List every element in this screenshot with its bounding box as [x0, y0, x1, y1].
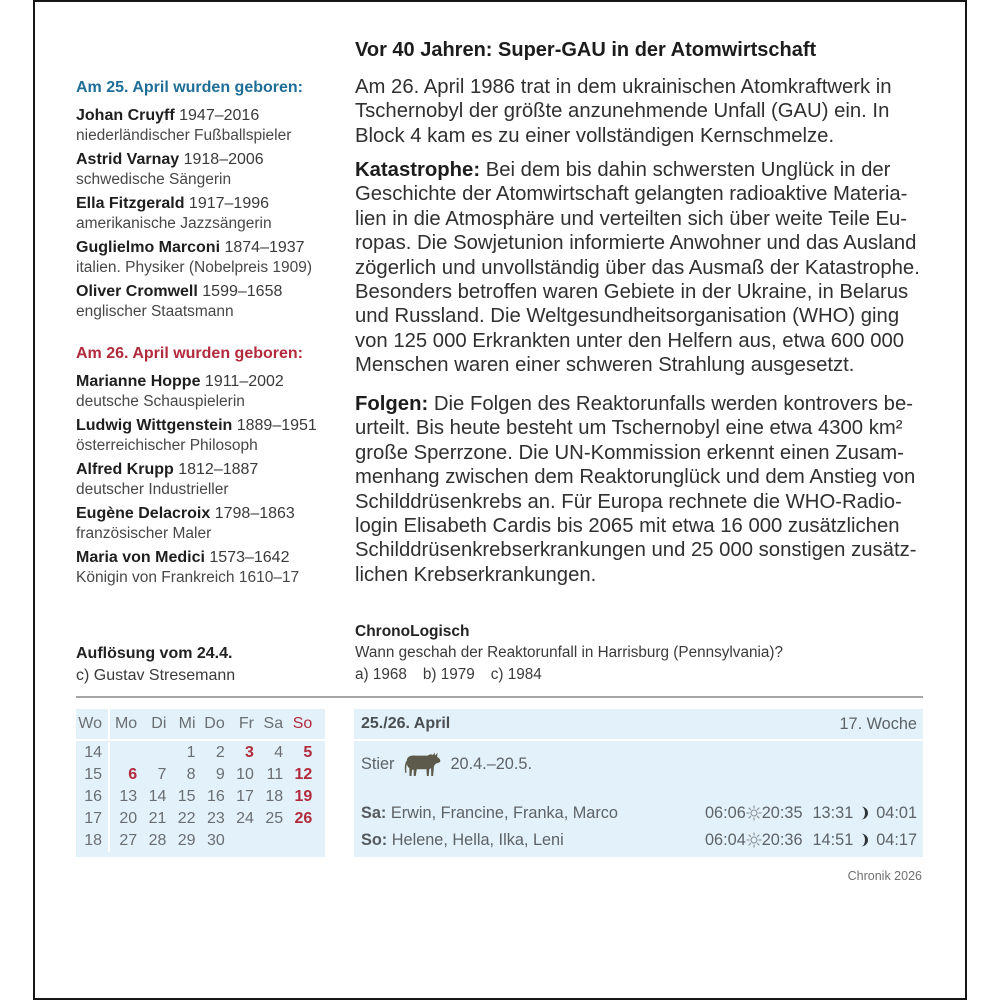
- calendar-day: [110, 742, 139, 764]
- quiz-title: ChronoLogisch: [355, 623, 470, 640]
- zodiac-sign: Stier: [361, 754, 395, 773]
- person-desc: niederländischer Fußballspieler: [76, 126, 292, 144]
- person-entry: [76, 106, 312, 145]
- person-desc: deutsche Schauspielerin: [76, 392, 245, 410]
- text-line: Tschernobyl der größte anzunehmende Unfall (GAU) ein. In: [355, 100, 890, 123]
- section-divider: [76, 696, 923, 698]
- footer-publication: Chronik 2026: [847, 869, 922, 883]
- calendar-week-row: [76, 742, 325, 764]
- births-heading: Am 26. April wurden geboren:: [76, 345, 303, 362]
- person-entry: [76, 548, 317, 587]
- calendar-day: 21: [148, 810, 167, 827]
- week-number: 16: [76, 786, 110, 808]
- previous-solution: [76, 643, 235, 687]
- person-entry: [76, 372, 317, 411]
- moon-icon: [859, 832, 869, 848]
- text-line: große Sperrzone. Die UN-Kommission erkennt einen Zusam-: [355, 441, 904, 464]
- calendar-day: 29: [177, 832, 196, 849]
- sunset-time: 20:35: [761, 804, 803, 822]
- person-desc: schwedische Sängerin: [76, 170, 232, 188]
- zodiac-row: [361, 752, 532, 776]
- calendar-day: 18: [265, 788, 284, 805]
- person-desc: österreichischer Philosoph: [76, 436, 258, 454]
- week-number: 14: [76, 742, 110, 764]
- calendar-week-row: [76, 786, 325, 808]
- sunrise-time: 06:06: [705, 804, 746, 822]
- section-label: Folgen:: [355, 393, 429, 415]
- calendar-day: 25: [265, 810, 284, 827]
- calendar-header-week: Wo: [76, 709, 110, 739]
- calendar-header-day: Sa: [263, 715, 284, 732]
- person-desc: italien. Physiker (Nobelpreis 1909): [76, 258, 313, 276]
- sun-icon: [746, 832, 762, 848]
- calendar-day: 23: [206, 810, 225, 827]
- calendar-day: 16: [206, 788, 225, 805]
- person-years: 1911–2002: [204, 373, 284, 390]
- person-name: Alfred Krupp: [76, 461, 174, 478]
- calendar-day: 12: [294, 766, 313, 783]
- calendar-day: 7: [157, 766, 167, 783]
- calendar-day: 6: [128, 766, 138, 783]
- calendar-header-day: Mi: [178, 715, 196, 732]
- calendar-day: 11: [266, 766, 284, 783]
- calendar-day: 20: [119, 810, 138, 827]
- calendar-day: 24: [236, 810, 254, 827]
- week-number: 17: [76, 808, 110, 830]
- calendar-header-day: So: [292, 715, 313, 732]
- text-line: urteilt. Bis heute besteht um Tschernobyl eine etwa 4300 km²: [355, 417, 903, 440]
- person-name: Johan Cruyff: [76, 107, 175, 124]
- day-label: Sa:: [361, 804, 387, 822]
- calendar-header-day: Do: [204, 715, 225, 732]
- calendar-header-row: [76, 709, 325, 741]
- births-heading: Am 25. April wurden geboren:: [76, 79, 303, 96]
- person-years: 1889–1951: [236, 417, 317, 434]
- quiz-options: [355, 664, 783, 686]
- solution-title: Auflösung vom 24.4.: [76, 645, 233, 662]
- calendar-day: 28: [148, 832, 167, 849]
- calendar-day: 9: [215, 766, 225, 783]
- article-intro: [355, 75, 892, 148]
- person-years: 1812–1887: [178, 461, 259, 478]
- person-name: Guglielmo Marconi: [76, 239, 221, 256]
- calendar-week-row: [76, 764, 325, 786]
- solution-answer: c) Gustav Stresemann: [76, 667, 236, 684]
- births-april-26: [76, 344, 317, 592]
- name-days: Helene, Hella, Ilka, Leni: [391, 831, 564, 849]
- text-line: Geschichte der Atomwirtschaft gelangten radioaktive Materia-: [355, 183, 908, 206]
- calendar-day: 5: [303, 744, 313, 761]
- moonrise-time: 14:51: [812, 831, 854, 849]
- person-name: Ludwig Wittgenstein: [76, 417, 233, 434]
- day-label: So:: [361, 831, 388, 849]
- calendar-week-row: [76, 830, 325, 852]
- text-line: Block 4 kam es zu einer vollständigen Kernschmelze.: [355, 124, 835, 147]
- calendar-day: 2: [215, 744, 225, 761]
- sun-moon-times: [705, 802, 917, 824]
- calendar-day: 8: [186, 766, 196, 783]
- quiz-option-c: c) 1984: [490, 666, 542, 683]
- calendar-day: 10: [236, 766, 254, 783]
- person-entry: [76, 238, 312, 277]
- moon-icon: [859, 805, 869, 821]
- day-info-panel: [354, 709, 923, 857]
- calendar-day: 30: [206, 832, 225, 849]
- calendar-day: [285, 830, 314, 852]
- day-panel-header: [354, 709, 923, 741]
- calendar-day: 3: [245, 744, 254, 761]
- calendar-day: 27: [119, 832, 138, 849]
- quiz-chronologisch: [355, 622, 783, 686]
- person-entry: [76, 150, 312, 189]
- sun-icon: [746, 805, 762, 821]
- sunrise-time: 06:04: [705, 831, 746, 849]
- text-line: login Elisabeth Cardis bis 2065 mit etwa 16 000 zusätzlichen: [355, 515, 900, 538]
- calendar-day: 4: [274, 744, 284, 761]
- article-section-folgen: [355, 392, 916, 587]
- person-desc: Königin von Frankreich 1610–17: [76, 568, 300, 586]
- text-line: Schilddrüsenkrebs an. Für Europa rechnete die WHO-Radio-: [355, 490, 902, 513]
- text-line: menhang zwischen dem Reaktorunglück und dem Anstieg von: [355, 466, 916, 489]
- name-days: Erwin, Francine, Franka, Marco: [390, 804, 618, 822]
- calendar-week-row: [76, 808, 325, 830]
- person-years: 1874–1937: [224, 239, 305, 256]
- person-years: 1573–1642: [209, 549, 290, 566]
- taurus-bull-icon: [401, 752, 444, 777]
- calendar-day: 17: [236, 788, 254, 805]
- article-section-katastrophe: [355, 158, 920, 378]
- calendar-day: [227, 830, 256, 852]
- moonrise-time: 13:31: [812, 804, 854, 822]
- calendar-body: [76, 741, 325, 852]
- text-line: lien in die Atmosphäre und verteilten sich über weite Teile Eu-: [355, 207, 908, 230]
- day-panel-date: 25./26. April: [361, 715, 451, 732]
- text-line: Besonders betroffen waren Gebiete in der Ukraine, in Belarus: [355, 281, 909, 304]
- month-calendar: [76, 709, 325, 857]
- calendar-day: 13: [119, 788, 138, 805]
- calendar-header-day: Mo: [114, 715, 138, 732]
- person-desc: deutscher Industrieller: [76, 480, 229, 498]
- person-entry: [76, 282, 312, 321]
- week-number: 18: [76, 830, 110, 852]
- moonset-time: 04:01: [876, 804, 917, 822]
- sunset-time: 20:36: [761, 831, 803, 849]
- day-row-saturday: [361, 802, 917, 824]
- person-entry: [76, 416, 317, 455]
- person-name: Marianne Hoppe: [76, 373, 201, 390]
- person-entry: [76, 460, 317, 499]
- calendar-day: 14: [148, 788, 167, 805]
- text-line: Schilddrüsenkrebserkrankungen und 25 000 sonstigen zusätz-: [355, 539, 917, 562]
- calendar-day: [139, 742, 168, 764]
- moonset-time: 04:17: [876, 831, 917, 849]
- sun-moon-times: [705, 829, 917, 851]
- person-name: Oliver Cromwell: [76, 283, 198, 300]
- calendar-day: 19: [294, 788, 313, 805]
- person-years: 1917–1996: [188, 195, 270, 212]
- calendar-day: [256, 830, 285, 852]
- calendar-header-day: Fr: [238, 715, 254, 732]
- person-name: Ella Fitzgerald: [76, 195, 185, 212]
- calendar-day: 15: [177, 788, 196, 805]
- text-line: lichen Krebserkrankungen.: [355, 563, 597, 586]
- article-title: Vor 40 Jahren: Super-GAU in der Atomwirtschaft: [355, 39, 817, 61]
- week-number: 15: [76, 764, 110, 786]
- text-line: Am 26. April 1986 trat in dem ukrainischen Atomkraftwerk in: [355, 76, 892, 98]
- person-years: 1599–1658: [202, 283, 283, 300]
- person-entry: [76, 194, 312, 233]
- person-years: 1798–1863: [214, 505, 295, 522]
- calendar-day: 1: [186, 744, 196, 761]
- person-name: Eugène Delacroix: [76, 505, 211, 522]
- calendar-day: 22: [177, 810, 196, 827]
- day-panel-week: 17. Woche: [839, 714, 917, 733]
- day-row-sunday: [361, 829, 917, 851]
- quiz-option-a: a) 1968: [355, 666, 407, 683]
- text-line: von 125 000 Erkrankten unter den Helfern aus, etwa 600 000: [355, 329, 905, 352]
- section-label: Katastrophe:: [355, 159, 481, 181]
- person-years: 1947–2016: [179, 107, 260, 124]
- text-line: und Russland. Die Weltgesundheitsorganisation (WHO) ging: [355, 305, 900, 328]
- text-line: Menschen waren einer schweren Strahlung ausgesetzt.: [355, 354, 855, 377]
- person-years: 1918–2006: [183, 151, 264, 168]
- quiz-question: Wann geschah der Reaktorunfall in Harrisburg (Pennsylvania)?: [355, 644, 783, 661]
- person-desc: französischer Maler: [76, 524, 212, 542]
- text-line: ropas. Die Sowjetunion informierte Anwohner und das Ausland: [355, 232, 917, 255]
- person-name: Astrid Varnay: [76, 151, 180, 168]
- person-name: Maria von Medici: [76, 549, 205, 566]
- person-entry: [76, 504, 317, 543]
- zodiac-range: 20.4.–20.5.: [450, 754, 532, 773]
- quiz-option-b: b) 1979: [422, 666, 475, 683]
- person-desc: englischer Staatsmann: [76, 302, 234, 320]
- text-line: Bei dem bis dahin schwersten Unglück in der: [485, 159, 891, 181]
- calendar-day: 26: [294, 810, 313, 827]
- text-line: zögerlich und unvollständig über das Ausmaß der Katastrophe.: [355, 256, 920, 279]
- person-desc: amerikanische Jazzsängerin: [76, 214, 272, 232]
- text-line: Die Folgen des Reaktorunfalls werden kontrovers be-: [433, 393, 913, 415]
- calendar-header-day: Di: [151, 715, 167, 732]
- births-april-25: [76, 78, 312, 326]
